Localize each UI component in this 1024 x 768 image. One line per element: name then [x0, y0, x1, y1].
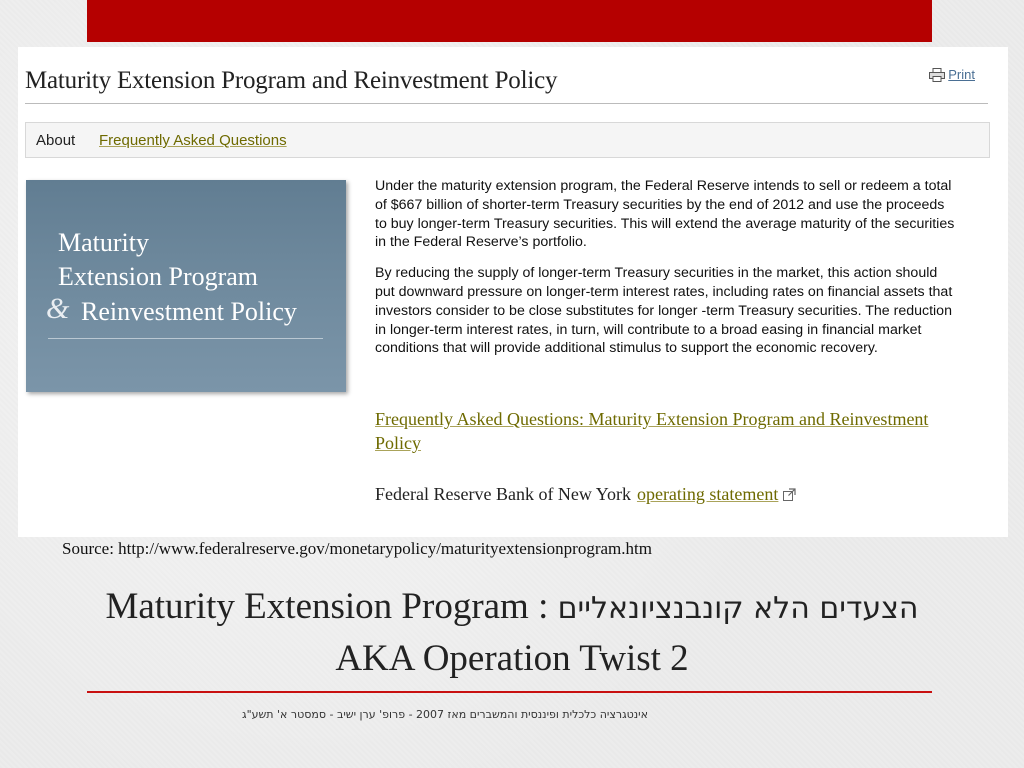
- banner-line-1: Maturity: [58, 228, 149, 257]
- tab-faq[interactable]: Frequently Asked Questions: [99, 132, 287, 149]
- banner-divider: [48, 338, 323, 339]
- frbny-text: Federal Reserve Bank of New York: [375, 484, 631, 504]
- external-link-icon: [783, 488, 796, 501]
- slide-title-separator: :: [538, 586, 549, 627]
- program-banner-image: [26, 180, 346, 392]
- banner-line-2: Extension Program: [58, 262, 259, 291]
- program-description: [375, 177, 960, 370]
- bottom-accent-rule: [87, 691, 932, 693]
- webpage-screenshot: [18, 47, 1008, 537]
- title-divider: [25, 103, 988, 104]
- frbny-line: [375, 484, 796, 505]
- slide-footer: אינטגרציה כלכלית ופיננסית והמשברים מאז 2007 - פרופ' ערן ישיב - סמסטר א' תשע"ג: [242, 708, 648, 721]
- slide-title-hebrew: הצעדים הלא קונבנציונאליים: [557, 591, 919, 626]
- banner-ampersand: &: [46, 292, 70, 325]
- slide-title: [0, 582, 1024, 684]
- source-citation: Source: http://www.federalreserve.gov/monetarypolicy/maturityextensionprogram.htm: [62, 539, 652, 558]
- print-button[interactable]: [929, 67, 975, 82]
- slide-title-line-2: AKA Operation Twist 2: [335, 638, 689, 679]
- paragraph-1: Under the maturity extension program, the Federal Reserve intends to sell or redeem a total of $667 billion of shorter-term Treasury securities by the end of 2012 and use the proceeds to buy longer-term Treasury securities. This will extend the average maturity of the securities in the Federal Reserve’s portfolio.: [375, 178, 955, 251]
- faq-link[interactable]: Frequently Asked Questions: Maturity Extension Program and Reinvestment Policy: [375, 409, 929, 453]
- slide-title-english: Maturity Extension Program: [105, 586, 529, 627]
- slide-title-line-1: [0, 582, 1024, 634]
- page-title: Maturity Extension Program and Reinvestment Policy: [25, 67, 558, 94]
- top-accent-bar: [87, 0, 932, 42]
- print-label: Print: [948, 67, 975, 82]
- tab-bar: [25, 122, 990, 158]
- paragraph-2: By reducing the supply of longer-term Treasury securities in the market, this action should put downward pressure on longer-term interest rates, including rates on financial assets that investors consider to be close substitutes for longer -term Treasury securities. The reduction in longer-term interest rates, in turn, will contribute to a broad easing in financial market conditions that will provide additional stimulus to support the economic recovery.: [375, 265, 953, 357]
- operating-statement-link[interactable]: operating statement: [636, 484, 779, 504]
- tab-about[interactable]: About: [36, 132, 76, 149]
- banner-line-3: Reinvestment Policy: [81, 297, 297, 326]
- printer-icon: [929, 68, 945, 82]
